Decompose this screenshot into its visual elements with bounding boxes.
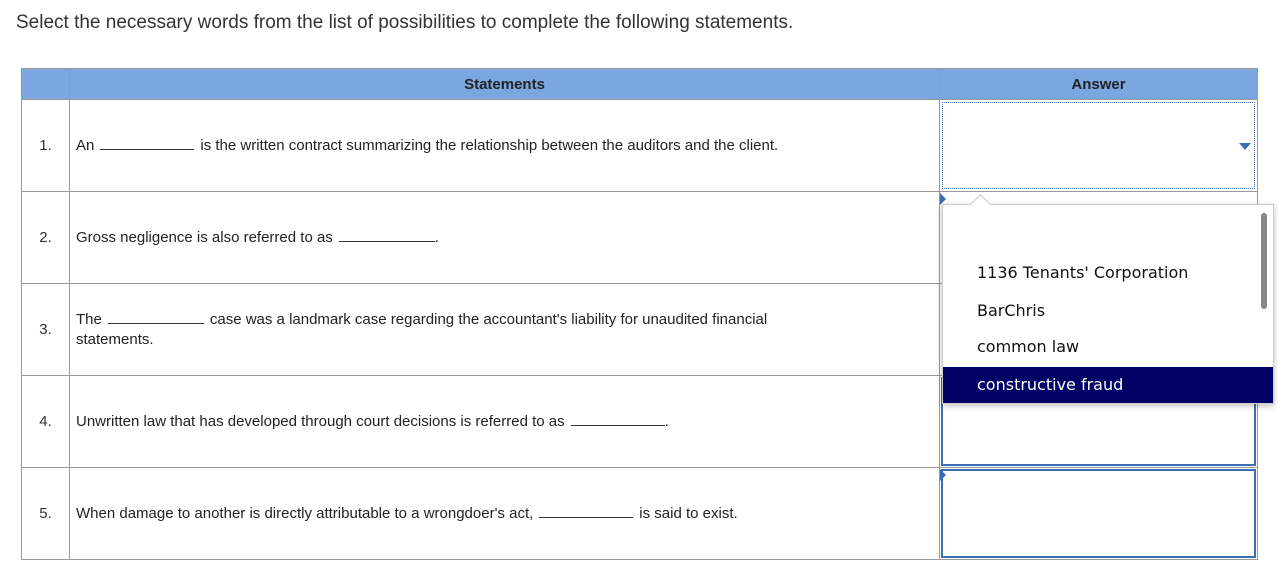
statement-before: Unwritten law that has developed through court decisions is referred to as	[76, 412, 565, 430]
statement-before: The	[76, 310, 102, 328]
statement-after: .	[434, 228, 439, 246]
statement-after: .	[664, 412, 669, 430]
statement-text	[70, 468, 940, 560]
row-number: 1.	[22, 100, 70, 192]
statement-after: is the written contract summarizing the relationship between the auditors and the client.	[200, 136, 779, 154]
statement-before: An	[76, 136, 95, 154]
dropdown-box	[941, 469, 1256, 558]
row-number: 4.	[22, 376, 70, 468]
statement-after: case was a landmark case regarding the accountant's liability for unaudited financial	[209, 310, 768, 328]
header-statements: Statements	[70, 69, 940, 100]
answer-blank	[571, 424, 665, 426]
statement-text	[70, 376, 940, 468]
table-row	[22, 100, 1258, 192]
chevron-down-icon[interactable]	[1239, 143, 1251, 150]
current-row-marker-icon	[940, 469, 946, 481]
answer-dropdown-1[interactable]	[940, 100, 1258, 192]
row-number: 2.	[22, 192, 70, 284]
popup-scrollbar[interactable]	[1261, 213, 1267, 309]
answer-blank	[100, 148, 194, 150]
dropdown-focus-outline	[942, 102, 1255, 189]
statement-before: Gross negligence is also referred to as	[76, 228, 333, 246]
header-answer: Answer	[940, 69, 1258, 100]
answer-dropdown-5[interactable]	[940, 468, 1258, 560]
dropdown-option-selected[interactable]: constructive fraud	[943, 367, 1273, 403]
dropdown-option[interactable]: 1136 Tenants' Corporation	[977, 263, 1189, 282]
dropdown-option[interactable]: common law	[977, 337, 1080, 356]
statement-line2: statements.	[76, 330, 154, 348]
statement-text	[70, 284, 940, 376]
row-number: 5.	[22, 468, 70, 560]
answer-blank	[108, 322, 204, 324]
statement-text	[70, 100, 940, 192]
header-number	[22, 69, 70, 100]
table-header-row	[22, 69, 1258, 100]
statement-text	[70, 192, 940, 284]
statement-after: is said to exist.	[639, 504, 738, 522]
table-row	[22, 468, 1258, 560]
statement-before: When damage to another is directly attributable to a wrongdoer's act,	[76, 504, 534, 522]
answer-blank	[539, 516, 633, 518]
row-number: 3.	[22, 284, 70, 376]
instructions-text: Select the necessary words from the list of possibilities to complete the following statements.	[16, 12, 794, 33]
dropdown-options-popup	[942, 204, 1274, 404]
dropdown-option[interactable]: BarChris	[977, 301, 1046, 320]
answer-blank	[339, 240, 435, 242]
